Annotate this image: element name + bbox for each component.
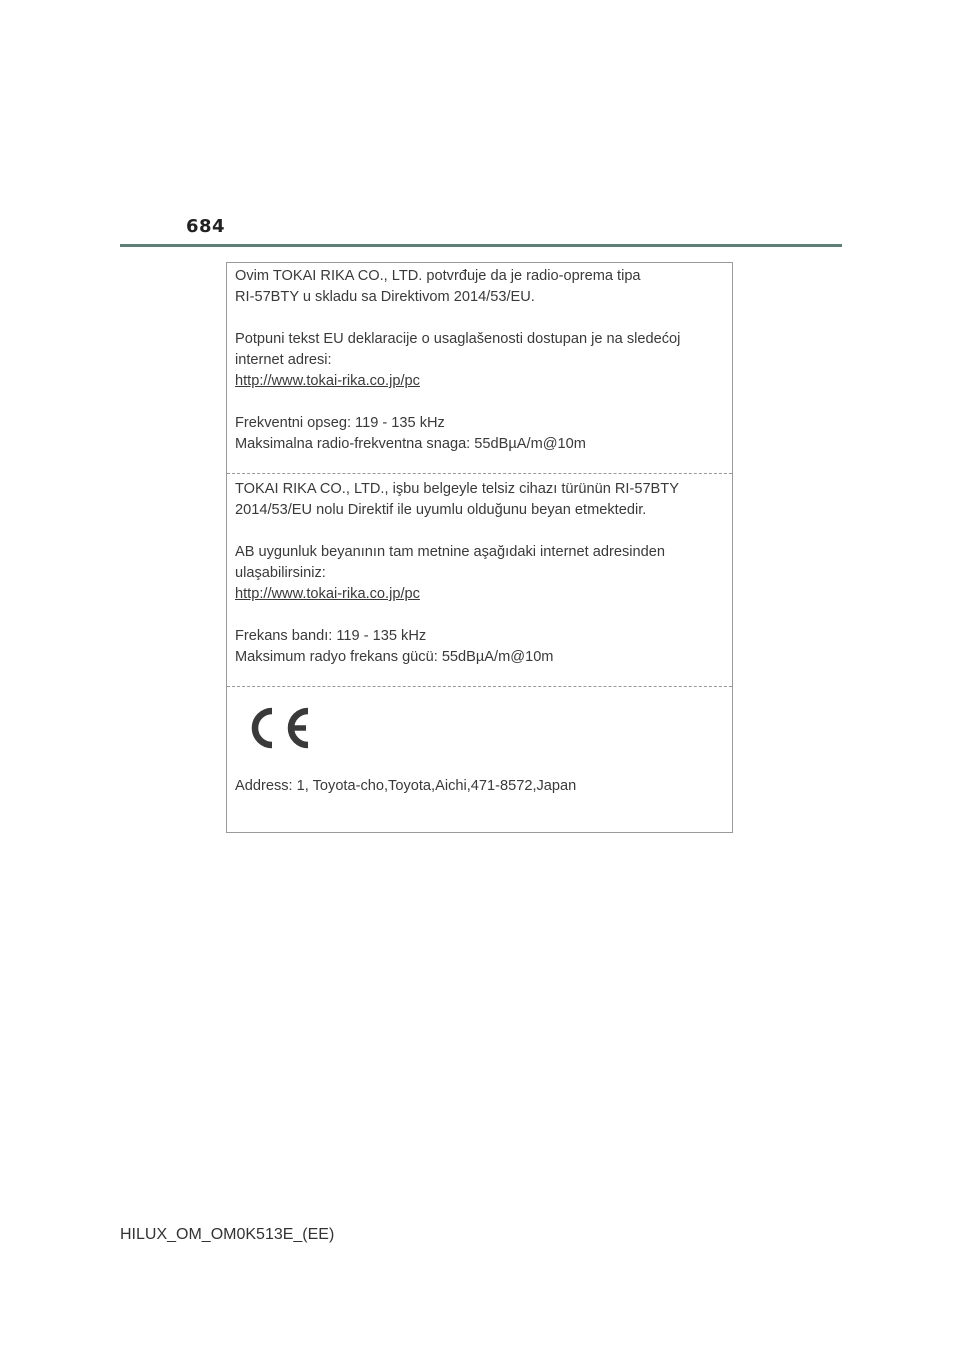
turkish-line-3: AB uygunluk beyanının tam metnine aşağıdaki internet adresinden — [235, 544, 665, 560]
turkish-line-1: TOKAI RIKA CO., LTD., işbu belgeyle telsiz cihazı türünün RI-57BTY — [235, 481, 679, 497]
manufacturer-address: Address: 1, Toyota-cho,Toyota,Aichi,471-8572,Japan — [235, 778, 577, 794]
serbian-line-3: Potpuni tekst EU deklaracije o usaglašenosti dostupan je na sledećoj — [235, 331, 681, 347]
turkish-line-4: ulaşabilirsiniz: — [235, 565, 326, 581]
turkish-link[interactable]: http://www.tokai-rika.co.jp/pc — [235, 586, 420, 602]
serbian-declaration — [227, 263, 732, 474]
serbian-link[interactable]: http://www.tokai-rika.co.jp/pc — [235, 373, 420, 389]
turkish-frequency: Frekans bandı: 119 - 135 kHz — [235, 628, 427, 644]
document-code-footer: HILUX_OM_OM0K513E_(EE) — [120, 1226, 335, 1243]
turkish-declaration — [227, 474, 732, 687]
serbian-line-1: Ovim TOKAI RIKA CO., LTD. potvrđuje da je radio-oprema tipa — [235, 268, 641, 284]
header-rule — [120, 244, 842, 247]
turkish-power: Maksimum radyo frekans gücü: 55dBµA/m@10m — [235, 649, 554, 665]
serbian-frequency: Frekventni opseg: 119 - 135 kHz — [235, 415, 445, 431]
serbian-line-4: internet adresi: — [235, 352, 332, 368]
ce-mark-icon — [245, 705, 311, 751]
ce-address-section — [227, 687, 732, 833]
serbian-line-2: RI-57BTY u skladu sa Direktivom 2014/53/EU. — [235, 289, 535, 305]
page-number: 684 — [186, 216, 226, 237]
declaration-box — [226, 262, 733, 833]
serbian-power: Maksimalna radio-frekventna snaga: 55dBµA/m@10m — [235, 436, 586, 452]
turkish-line-2: 2014/53/EU nolu Direktif ile uyumlu olduğunu beyan etmektedir. — [235, 502, 647, 518]
